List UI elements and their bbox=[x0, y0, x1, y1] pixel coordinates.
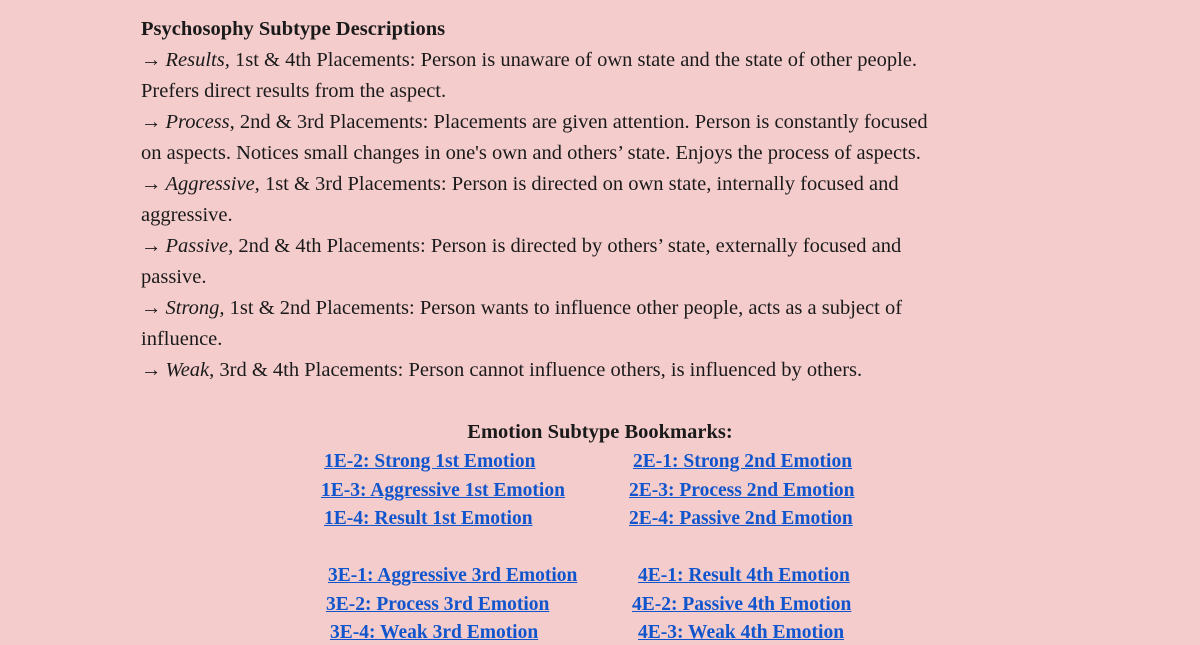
bookmark-link-3e-1[interactable]: 3E-1: Aggressive 3rd Emotion bbox=[328, 565, 578, 586]
document-body bbox=[141, 14, 1061, 386]
description-continuation: influence. bbox=[141, 328, 223, 350]
term-label: Process, bbox=[165, 111, 235, 133]
document-heading: Psychosophy Subtype Descriptions bbox=[141, 18, 446, 40]
bookmark-link-3e-2[interactable]: 3E-2: Process 3rd Emotion bbox=[326, 594, 550, 615]
description-continuation: Prefers direct results from the aspect. bbox=[141, 80, 447, 102]
bookmark-link-3e-4[interactable]: 3E-4: Weak 3rd Emotion bbox=[330, 622, 539, 643]
description-text: Person wants to influence other people, acts as a subject of bbox=[419, 297, 903, 319]
description-weak bbox=[141, 355, 1061, 386]
arrow-icon: → bbox=[141, 359, 162, 381]
term-label: Results, bbox=[165, 49, 230, 71]
term-label: Aggressive, bbox=[165, 173, 260, 195]
placements-label: 3rd & 4th Placements: bbox=[219, 359, 404, 381]
arrow-icon: → bbox=[141, 297, 162, 319]
description-aggressive bbox=[141, 169, 1061, 231]
description-text: Person is unaware of own state and the state of other people. bbox=[420, 49, 917, 71]
arrow-icon: → bbox=[141, 173, 162, 195]
bookmark-link-2e-4[interactable]: 2E-4: Passive 2nd Emotion bbox=[629, 508, 853, 529]
description-text: Person is directed by others’ state, externally focused and bbox=[430, 235, 902, 257]
arrow-icon: → bbox=[141, 49, 162, 71]
bookmark-link-1e-3[interactable]: 1E-3: Aggressive 1st Emotion bbox=[321, 480, 565, 501]
bookmark-link-4e-1[interactable]: 4E-1: Result 4th Emotion bbox=[638, 565, 850, 586]
bookmark-link-4e-2[interactable]: 4E-2: Passive 4th Emotion bbox=[632, 594, 852, 615]
arrow-icon: → bbox=[141, 111, 162, 133]
description-continuation: on aspects. Notices small changes in one's own and others’ state. Enjoys the process of aspects. bbox=[141, 142, 921, 164]
description-passive bbox=[141, 231, 1061, 293]
description-results bbox=[141, 45, 1061, 107]
term-label: Weak, bbox=[165, 359, 215, 381]
arrow-icon: → bbox=[141, 235, 162, 257]
description-text: Placements are given attention. Person is constantly focused bbox=[433, 111, 928, 133]
description-text: Person cannot influence others, is influenced by others. bbox=[408, 359, 863, 381]
placements-label: 1st & 3rd Placements: bbox=[264, 173, 447, 195]
bookmark-link-4e-3[interactable]: 4E-3: Weak 4th Emotion bbox=[638, 622, 845, 643]
description-continuation: passive. bbox=[141, 266, 207, 288]
placements-label: 2nd & 3rd Placements: bbox=[239, 111, 429, 133]
bookmark-link-1e-2[interactable]: 1E-2: Strong 1st Emotion bbox=[324, 451, 536, 472]
bookmark-link-1e-4[interactable]: 1E-4: Result 1st Emotion bbox=[324, 508, 533, 529]
term-label: Passive, bbox=[165, 235, 234, 257]
placements-label: 1st & 2nd Placements: bbox=[229, 297, 415, 319]
placements-label: 1st & 4th Placements: bbox=[234, 49, 416, 71]
bookmark-link-2e-1[interactable]: 2E-1: Strong 2nd Emotion bbox=[633, 451, 853, 472]
description-text: Person is directed on own state, internally focused and bbox=[451, 173, 899, 195]
bookmark-link-2e-3[interactable]: 2E-3: Process 2nd Emotion bbox=[629, 480, 855, 501]
placements-label: 2nd & 4th Placements: bbox=[238, 235, 426, 257]
description-strong bbox=[141, 293, 1061, 355]
term-label: Strong, bbox=[165, 297, 225, 319]
description-continuation: aggressive. bbox=[141, 204, 233, 226]
bookmarks-title: Emotion Subtype Bookmarks: bbox=[467, 421, 733, 443]
description-process bbox=[141, 107, 1061, 169]
